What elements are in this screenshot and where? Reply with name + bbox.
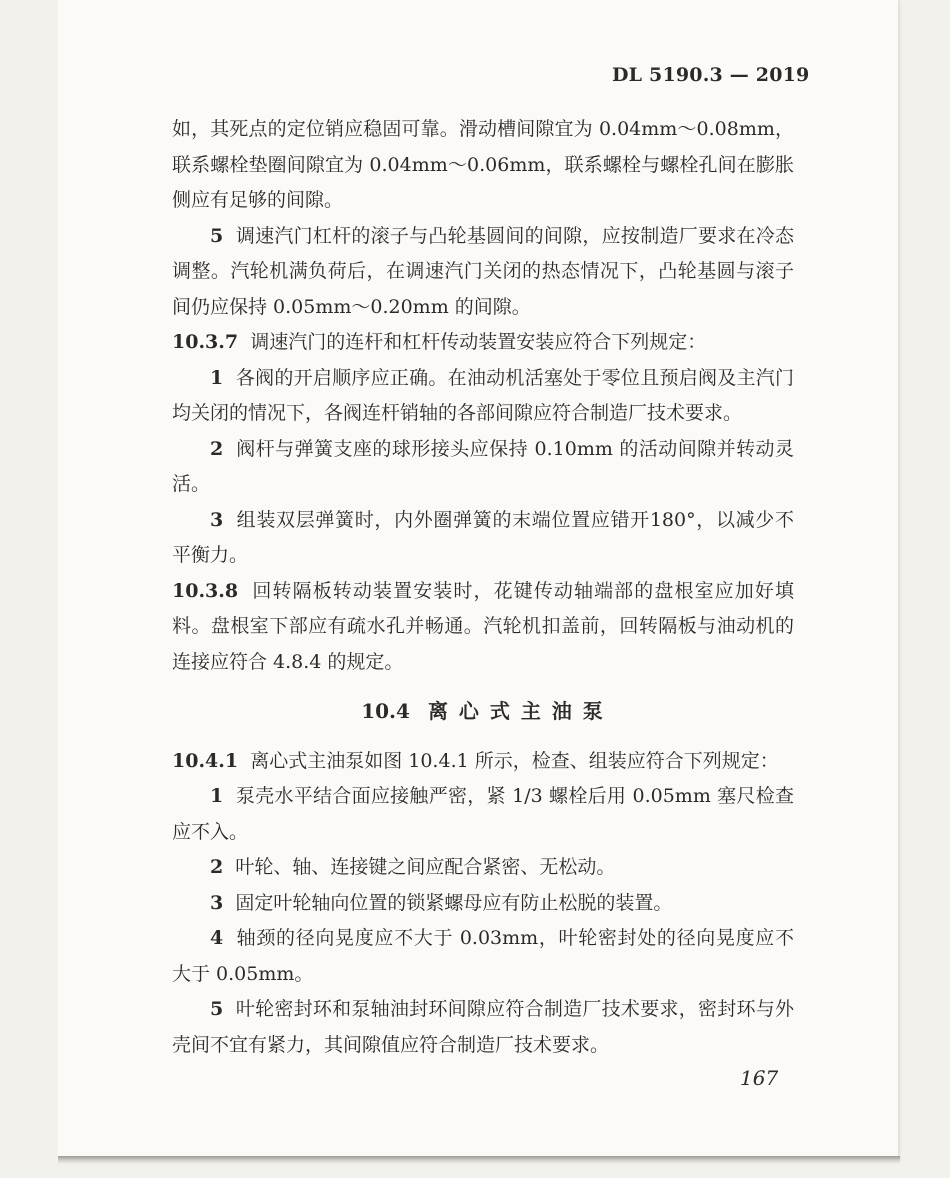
page-number: 167 [740, 1066, 779, 1090]
standard-code: DL 5190.3 — 2019 [612, 64, 810, 86]
clause-heading: 10.4.1 离心式主油泵如图 10.4.1 所示，检查、组装应符合下列规定： [172, 749, 779, 772]
clause-item: 2 叶轮、轴、连接键之间应配合紧密、无松动。 [210, 856, 616, 878]
clause-heading: 10.3.8 回转隔板转动装置安装时，花键传动轴端部的盘根室应加好填料。盘根室下部应有疏水孔并畅通。汽轮机扣盖前，回转隔板与油动机的连接应符合 4.8.4 的规定。 [172, 579, 794, 673]
page-edge-shadow [58, 1156, 900, 1164]
clause-item: 4 轴颈的径向晃度应不大于 0.03mm，叶轮密封处的径向晃度应不大于 0.05mm。 [172, 927, 794, 985]
clause-item: 1 泵壳水平结合面应接触严密，紧 1/3 螺栓后用 0.05mm 塞尺检查应不入。 [172, 785, 794, 843]
clause-item: 3 固定叶轮轴向位置的锁紧螺母应有防止松脱的装置。 [210, 891, 673, 914]
page-content [172, 112, 794, 1063]
paragraph-continuation: 如，其死点的定位销应稳固可靠。滑动槽间隙宜为 0.04mm～0.08mm，联系螺栓垫圈间隙宜为 0.04mm～0.06mm，联系螺栓与螺栓孔间在膨胀侧应有足够的间隙。 [172, 118, 794, 211]
clause-item: 5 叶轮密封环和泵轴油封环间隙应符合制造厂技术要求，密封环与外壳间不宜有紧力，其间隙值应符合制造厂技术要求。 [172, 998, 794, 1056]
clause-item: 1 各阀的开启顺序应正确。在油动机活塞处于零位且预启阀及主汽门均关闭的情况下，各阀连杆销轴的各部间隙应符合制造厂技术要求。 [172, 366, 794, 424]
clause-item: 3 组装双层弹簧时，内外圈弹簧的末端位置应错开180°，以减少不平衡力。 [172, 508, 794, 566]
clause-item: 5 调速汽门杠杆的滚子与凸轮基圆间的间隙，应按制造厂要求在冷态调整。汽轮机满负荷后，在调速汽门关闭的热态情况下，凸轮基圆与滚子间仍应保持 0.05mm～0.20mm 的间隙。 [172, 224, 794, 318]
clause-heading: 10.3.7 调速汽门的连杆和杠杆传动装置安装应符合下列规定： [172, 331, 707, 353]
section-title: 10.4 离 心 式 主 油 泵 [361, 699, 605, 723]
clause-item: 2 阀杆与弹簧支座的球形接头应保持 0.10mm 的活动间隙并转动灵活。 [172, 437, 794, 495]
